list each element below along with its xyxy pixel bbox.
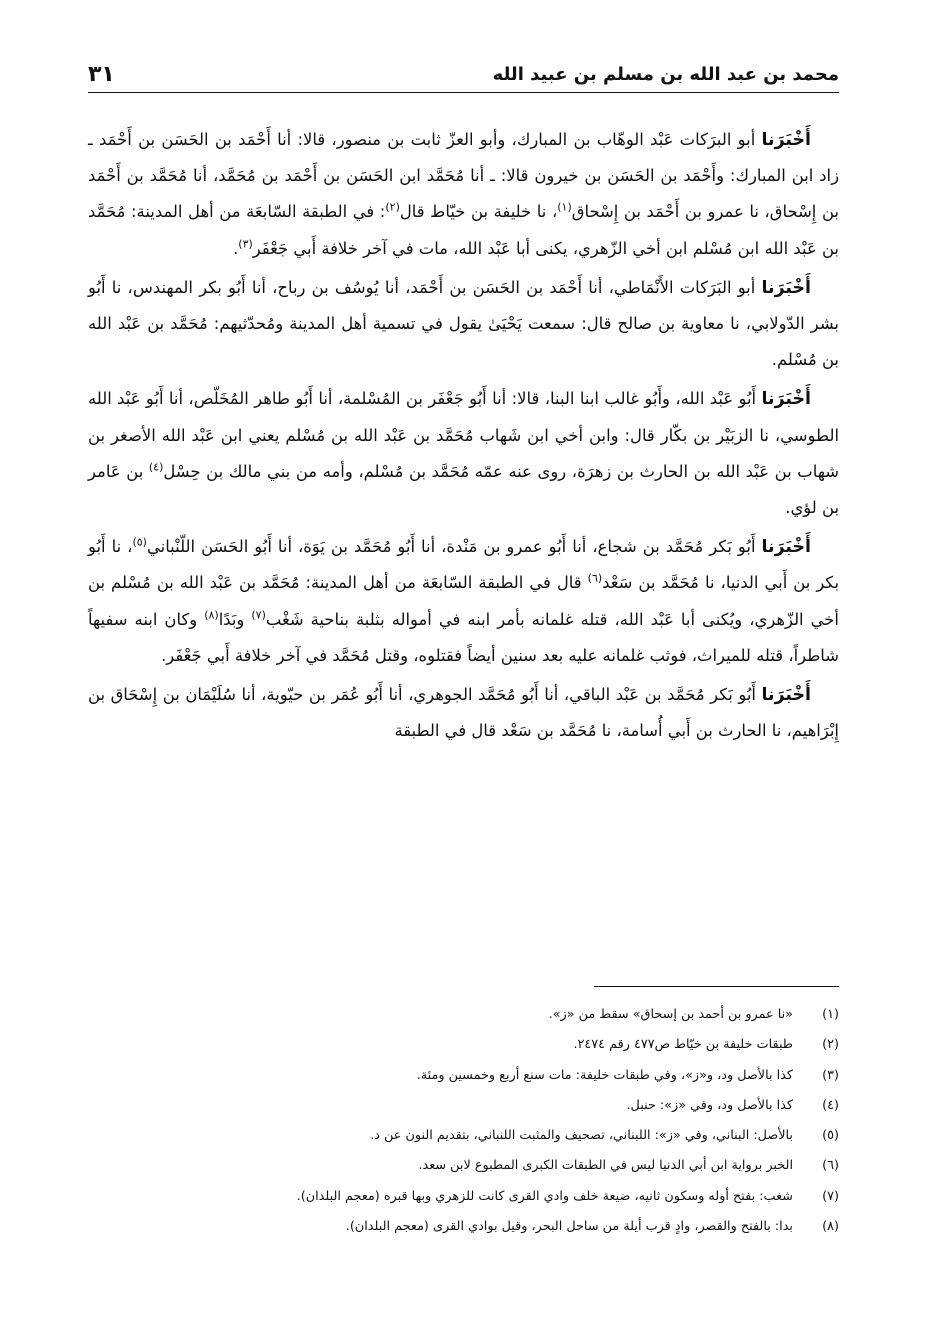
- footnote-text: كذا بالأصل ود، و«ز»، وفي طبقات خليفة: مات سنع أربع وخمسين ومئة.: [416, 1067, 793, 1083]
- footnote-number: (٥): [822, 1128, 839, 1144]
- footnote-marker[interactable]: (٢): [385, 200, 400, 214]
- running-header: [88, 56, 839, 93]
- footnote-item: [88, 1061, 839, 1091]
- footnote-text: «نا عمرو بن أحمد بن إسحاق» سقط من «ز».: [548, 1007, 793, 1022]
- paragraph-text: ، نا خليفة بن خيّاط قال: [399, 202, 558, 222]
- paragraph-text: وكان ابنه سفيهاً شاطراً، قتله للميراث، فوثب غلمانه عليه بعد سنين أيضاً فقتلوه، وقتل مُحَمَّد في آخر خلافة أَبي جَعْفَر.: [88, 609, 839, 665]
- paragraph: [88, 270, 839, 379]
- paragraph-text: ، نا أَبُو بكر بن أَبي الدنيا، نا مُحَمَّد بن سَعْد: [88, 537, 840, 593]
- paragraph: [88, 381, 839, 526]
- footnote-item: [88, 1121, 839, 1151]
- paragraph-keyword: أَخْبَرَنا: [761, 389, 811, 410]
- footnote-number: (٧): [822, 1188, 839, 1204]
- paragraph-keyword: أَخْبَرَنا: [761, 537, 811, 558]
- paragraph: [88, 122, 839, 267]
- paragraph-text: : في الطبقة السّابعَة من أهل المدينة: مُحَمَّد بن عَبْد الله ابن مُسْلم ابن أخي الزّهري، يكنى أبا عَبْد الله، مات في آخر خلافة أَبي جَعْفَر: [88, 202, 839, 258]
- footnote-number: (٢): [822, 1037, 839, 1053]
- paragraph-keyword: أَخْبَرَنا: [761, 685, 811, 706]
- paragraph-text: بن عَامر بن لؤي.: [88, 461, 839, 518]
- paragraph-text: قال في الطبقة السّابعَة من أهل المدينة: مُحَمَّد بن عَبْد الله بن مُسْلم بن أخي الزّهري، ويُكنى أبا عَبْد الله، قتله غلمانه بأمر ابنه في أمواله بثلبة بناحية شَغْب: [88, 573, 839, 629]
- footnote-item: [88, 1182, 839, 1212]
- footnote-item: [88, 1151, 839, 1181]
- footnote-item: [88, 1030, 839, 1060]
- footnote-text: بدا: بالفتح والقصر، وادٍ قرب أيلة من ساحل البحر، وقيل بوادي القرى (معجم البلدان).: [345, 1219, 793, 1235]
- paragraph-text: أَبُو عَبْد الله، وأَبُو غالب ابنا البنا، قالا: أنا أَبُو جَعْفَر بن المُسْلمة، أنا أَبُو طاهر المُخَلّص، أنا أَبُو عَبْد الله الطوسي، نا الزبَيْر بن بكّار قال: وابن أخي ابن شَهاب مُحَمَّد بن عَبْد الله بن مُسْلم يعني ابن عَبْد الله الأصغر بن شهاب بن عَبْد الله بن الحارث بن زهرَة، روى عنه عمّه مُحَمَّد بن مُسْلم، وأمه من بني مالك بن حِسْل: [88, 389, 839, 481]
- footnote-number: (٣): [822, 1067, 839, 1083]
- header-title: محمد بن عبد الله بن مسلم بن عبيد الله: [492, 63, 839, 85]
- footnote-text: الخبر برواية ابن أبي الدنيا ليس في الطبقات الكبرى المطبوع لابن سعد.: [418, 1158, 793, 1174]
- footnotes: [88, 1000, 839, 1242]
- footnote-marker[interactable]: (٦): [587, 571, 603, 585]
- footnote-text: كذا بالأصل ود، وفي «ز»: حنبل.: [626, 1097, 793, 1113]
- footnote-marker[interactable]: (١): [557, 200, 572, 214]
- footnote-text: شغب: بفتح أوله وسكون ثانيه، ضيعة خلف وادي القرى كانت للزهري وبها قبره (معجم البلدان).: [296, 1188, 793, 1204]
- paragraph-keyword: أَخْبَرَنا: [761, 277, 811, 298]
- footnote-separator: [594, 986, 839, 987]
- page-number: ٣١: [88, 61, 115, 87]
- footnote-number: (٦): [822, 1158, 839, 1174]
- footnote-marker[interactable]: (٤): [148, 460, 164, 474]
- footnote-marker[interactable]: (٣): [238, 237, 253, 251]
- footnote-number: (١): [822, 1007, 839, 1022]
- main-text: [88, 122, 839, 752]
- footnote-text: طبقات خليفة بن خيّاط ص٤٧٧ رقم ٢٤٧٤.: [573, 1037, 793, 1053]
- paragraph-text: أبو البرَكات عَبْد الوهّاب بن المبارك، وأبو العزّ ثابت بن منصور، قالا: أنا أَحْمَد بن الحَسَن بن أَحْمَد ـ زاد ابن المبارك: وأَحْمَد بن الحَسَن بن خيرون قالا: ـ أنا مُحَمَّد ابن الحَسَن بن أَحْمَد بن مُحَمَّد، أنا مُحَمَّد بن أَحْمَد بن إِسْحاق، نا عمرو بن أَحْمَد بن إِسْحاق: [88, 130, 839, 222]
- paragraph-text: .: [233, 238, 239, 258]
- footnote-marker[interactable]: (٥): [132, 535, 147, 549]
- paragraph-text: وبَدًا: [218, 609, 252, 629]
- footnote-item: [88, 1212, 839, 1242]
- footnote-text: بالأصل: البناني، وفي «ز»: اللبناني، تصحيف والمثبت اللنباني، بتقديم النون عن د.: [370, 1128, 793, 1144]
- footnote-item: [88, 1091, 839, 1121]
- footnote-marker[interactable]: (٧): [251, 608, 266, 622]
- paragraph-text: أَبُو بَكر مُحَمَّد بن عَبْد الباقي، أنا أَبُو مُحَمَّد الجوهري، أنا أَبُو عُمَر بن حيّوية، أنا سُلَيْمَان بن إِسْحَاق بن إِبْرَاهيم، نا الحارث بن أَبي أُسامة، نا مُحَمَّد بن سَعْد قال في الطبقة: [88, 685, 839, 741]
- paragraph-text: أبو البَرَكات الأَنْمَاطي، أنا أَحْمَد بن الحَسَن بن أَحْمَد، أنا يُوسُف بن رباح، أنا أَبُو بكر المهندس، نا أَبُو بشر الدّولابي، نا معاوية بن صالح قال: سمعت يَحْيَىٰ يقول في تسمية أهل المدينة ومُحدّثيهم: مُحَمَّد بن عَبْد الله بن مُسْلم.: [88, 277, 839, 370]
- paragraph-text: أَبُو بَكر مُحَمَّد بن شجاع، أنا أَبُو عمرو بن مَنْدة، أنا أَبُو مُحَمَّد بن يَوَة، أنا أَبُو الحَسَن اللّنْباني: [146, 537, 762, 557]
- footnote-item: [88, 1000, 839, 1030]
- footnote-number: (٨): [822, 1219, 839, 1235]
- footnote-marker[interactable]: (٨): [204, 608, 219, 622]
- paragraph: [88, 677, 839, 749]
- footnote-number: (٤): [822, 1097, 839, 1113]
- paragraph-keyword: أَخْبَرَنا: [761, 130, 811, 150]
- paragraph: [88, 529, 839, 674]
